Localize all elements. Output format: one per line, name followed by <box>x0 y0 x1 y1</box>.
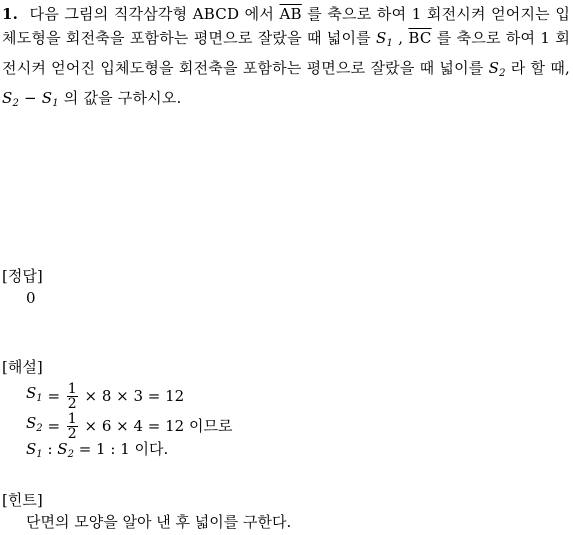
s2-variable: $S_2$ <box>488 59 506 79</box>
fraction-one-half: $\frac{1}{2}$ <box>67 410 77 442</box>
answer-label: [정답] <box>2 267 43 285</box>
question-part-1: 다음 그림의 직각삼각형 ABCD 에서 <box>29 5 275 23</box>
difference-expression: $S_2 - S_1$ <box>2 89 59 109</box>
fraction-one-half: $\frac{1}{2}$ <box>67 380 77 412</box>
hint-label: [힌트] <box>2 491 43 509</box>
explanation-line-3: $S_1$ : $S_2 = 1$ : 1 이다. <box>26 440 169 460</box>
hint-section <box>2 489 291 533</box>
question-part-3: , <box>398 29 404 47</box>
question-part-6: 의 값을 구하시오. <box>63 89 182 107</box>
question-text <box>2 2 570 116</box>
question-number: 1. <box>2 5 19 23</box>
explanation-line-2: $S_2$ = $\frac{1}{2}$ × 6 × 4 = 12 이므로 <box>26 410 233 442</box>
hint-text: 단면의 모양을 알아 낸 후 넓이를 구한다. <box>26 513 292 531</box>
question-part-5: 라 할 때, <box>510 59 571 77</box>
explanation-line-1: $S_1$ = $\frac{1}{2}$ × 8 × 3 = 12 <box>26 380 185 412</box>
answer-value: 0 <box>26 289 36 307</box>
explanation-section <box>2 356 233 466</box>
segment-ab: $\overline{AB}$ <box>279 5 302 23</box>
answer-section <box>2 265 43 309</box>
explanation-label: [해설] <box>2 358 43 376</box>
question-part-2: 를 축으로 하여 1 회전시켜 얻어지는 입체도형을 회전축을 포함하는 평면으로 잘랐을 때 넓이를 <box>2 5 571 47</box>
segment-bc: $\overline{BC}$ <box>408 29 432 47</box>
question-part-4: 를 축으로 하여 1 회전시켜 얻어진 입체도형을 회전축을 포함하는 평면으로 잘랐을 때 넓이를 <box>2 29 571 77</box>
s1-variable: $S_1$ <box>376 29 394 49</box>
